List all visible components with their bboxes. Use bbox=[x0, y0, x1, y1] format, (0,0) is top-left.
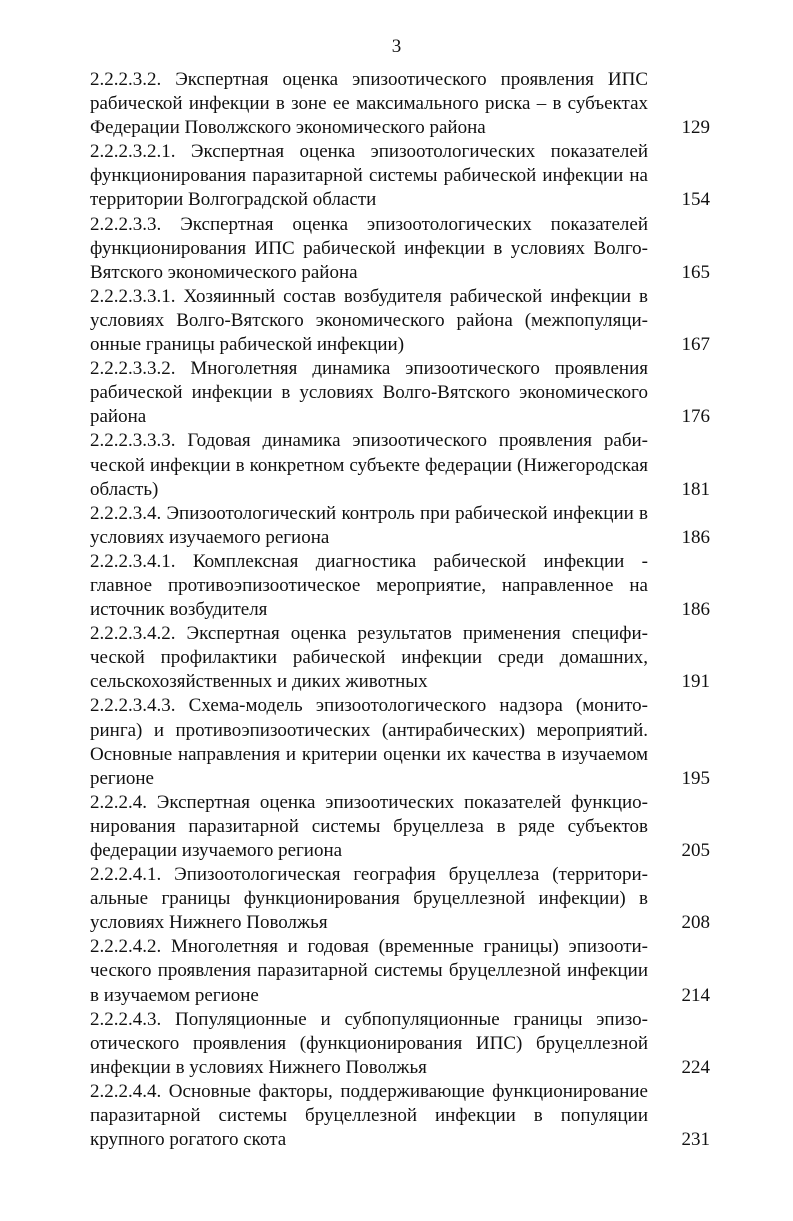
toc-entry bbox=[90, 140, 710, 212]
toc-entry-title: 2.2.2.4.1. Эпизоотологическая география бруцеллеза (территориальные границы функционирования бруцеллезной инфекции) в условиях Нижнего Поволжья bbox=[90, 864, 648, 934]
toc-entry bbox=[90, 213, 710, 285]
toc-entry bbox=[90, 502, 710, 550]
toc-entry-title: 2.2.2.3.4.1. Комплексная диагностика рабической инфекции - главное противоэпизоотическое мероприятие, направленное на источник возбудителя bbox=[90, 550, 648, 621]
toc-entry-page-number: 224 bbox=[681, 1056, 710, 1078]
toc-entry bbox=[90, 935, 710, 1007]
toc-entry-page-number: 154 bbox=[681, 189, 710, 211]
toc-entry-page-number: 231 bbox=[681, 1129, 710, 1151]
toc-entry-title: 2.2.2.3.3.1. Хозяинный состав возбудителя рабической инфекции в условиях Волго-Вятского экономического района (межпопуляционные границы рабической инфекции) bbox=[90, 285, 648, 356]
toc-entry bbox=[90, 357, 710, 429]
toc-entry-page-number: 208 bbox=[681, 912, 710, 934]
toc-entry-title: 2.2.2.3.2.1. Экспертная оценка эпизоотологических показателей функционирования паразитарной системы рабической инфекции на территории Волгоградской области bbox=[90, 141, 648, 211]
toc-entry-page-number: 186 bbox=[681, 526, 710, 548]
toc-entry-page-number: 165 bbox=[681, 261, 710, 283]
toc-entry-title: 2.2.2.3.4.3. Схема-модель эпизоотологического надзора (мониторинга) и противоэпизоотических (антирабических) мероприятий. Основные направления и критерии оценки их качества в изучаемом регионе bbox=[90, 695, 648, 789]
toc-entry-page-number: 181 bbox=[681, 478, 710, 500]
toc-entry-page-number: 186 bbox=[681, 599, 710, 621]
toc-entry-page-number: 176 bbox=[681, 406, 710, 428]
toc-entry bbox=[90, 622, 710, 694]
table-of-contents bbox=[90, 68, 710, 1152]
toc-entry-title: 2.2.2.3.3.2. Многолетняя динамика эпизоотического проявления рабической инфекции в условиях Волго-Вятского экономического района bbox=[90, 358, 648, 428]
toc-entry-page-number: 191 bbox=[681, 671, 710, 693]
toc-entry-title: 2.2.2.3.4. Эпизоотологический контроль при рабической инфекции в условиях изучаемого региона bbox=[90, 502, 648, 548]
page-number: 3 bbox=[391, 36, 402, 57]
toc-entry-title: 2.2.2.3.3.3. Годовая динамика эпизоотического проявления рабической инфекции в конкретном субъекте федерации (Нижегородская область) bbox=[90, 430, 648, 500]
toc-entry-page-number: 214 bbox=[681, 984, 710, 1006]
toc-entry-title: 2.2.2.3.4.2. Экспертная оценка результатов применения специфической профилактики рабической инфекции среди домашних, сельскохозяйственных и диких животных bbox=[90, 623, 648, 693]
toc-entry bbox=[90, 863, 710, 935]
toc-entry-page-number: 167 bbox=[681, 334, 710, 356]
toc-entry bbox=[90, 1008, 710, 1080]
toc-entry bbox=[90, 429, 710, 501]
toc-entry-page-number: 195 bbox=[681, 767, 710, 789]
toc-entry bbox=[90, 285, 710, 357]
toc-entry-title: 2.2.2.4.4. Основные факторы, поддерживающие функционирование паразитарной системы бруцеллезной инфекции в популяции крупного рогатого скота bbox=[90, 1080, 648, 1151]
toc-entry-title: 2.2.2.4. Экспертная оценка эпизоотических показателей функционирования паразитарной системы бруцеллеза в ряде субъектов федерации изучаемого региона bbox=[90, 791, 648, 861]
toc-entry-title: 2.2.2.3.2. Экспертная оценка эпизоотического проявления ИПС рабической инфекции в зоне ее максимального риска – в субъектах Федерации Поволжского экономического района bbox=[90, 69, 648, 139]
toc-entry bbox=[90, 694, 710, 790]
toc-entry bbox=[90, 68, 710, 140]
toc-entry bbox=[90, 1080, 710, 1152]
toc-entry bbox=[90, 791, 710, 863]
toc-entry-title: 2.2.2.4.3. Популяционные и субпопуляционные границы эпизоотического проявления (функционирования ИПС) бруцеллезной инфекции в условиях Нижнего Поволжья bbox=[90, 1008, 648, 1078]
toc-entry-title: 2.2.2.4.2. Многолетняя и годовая (временные границы) эпизоотического проявления паразитарной системы бруцеллезной инфекции в изучаемом регионе bbox=[90, 936, 648, 1006]
toc-entry-title: 2.2.2.3.3. Экспертная оценка эпизоотологических показателей функционирования ИПС рабической инфекции в условиях ВолгоВятского экономического района bbox=[90, 213, 648, 283]
toc-entry bbox=[90, 550, 710, 622]
toc-entry-page-number: 129 bbox=[681, 117, 710, 139]
toc-entry-page-number: 205 bbox=[681, 840, 710, 861]
